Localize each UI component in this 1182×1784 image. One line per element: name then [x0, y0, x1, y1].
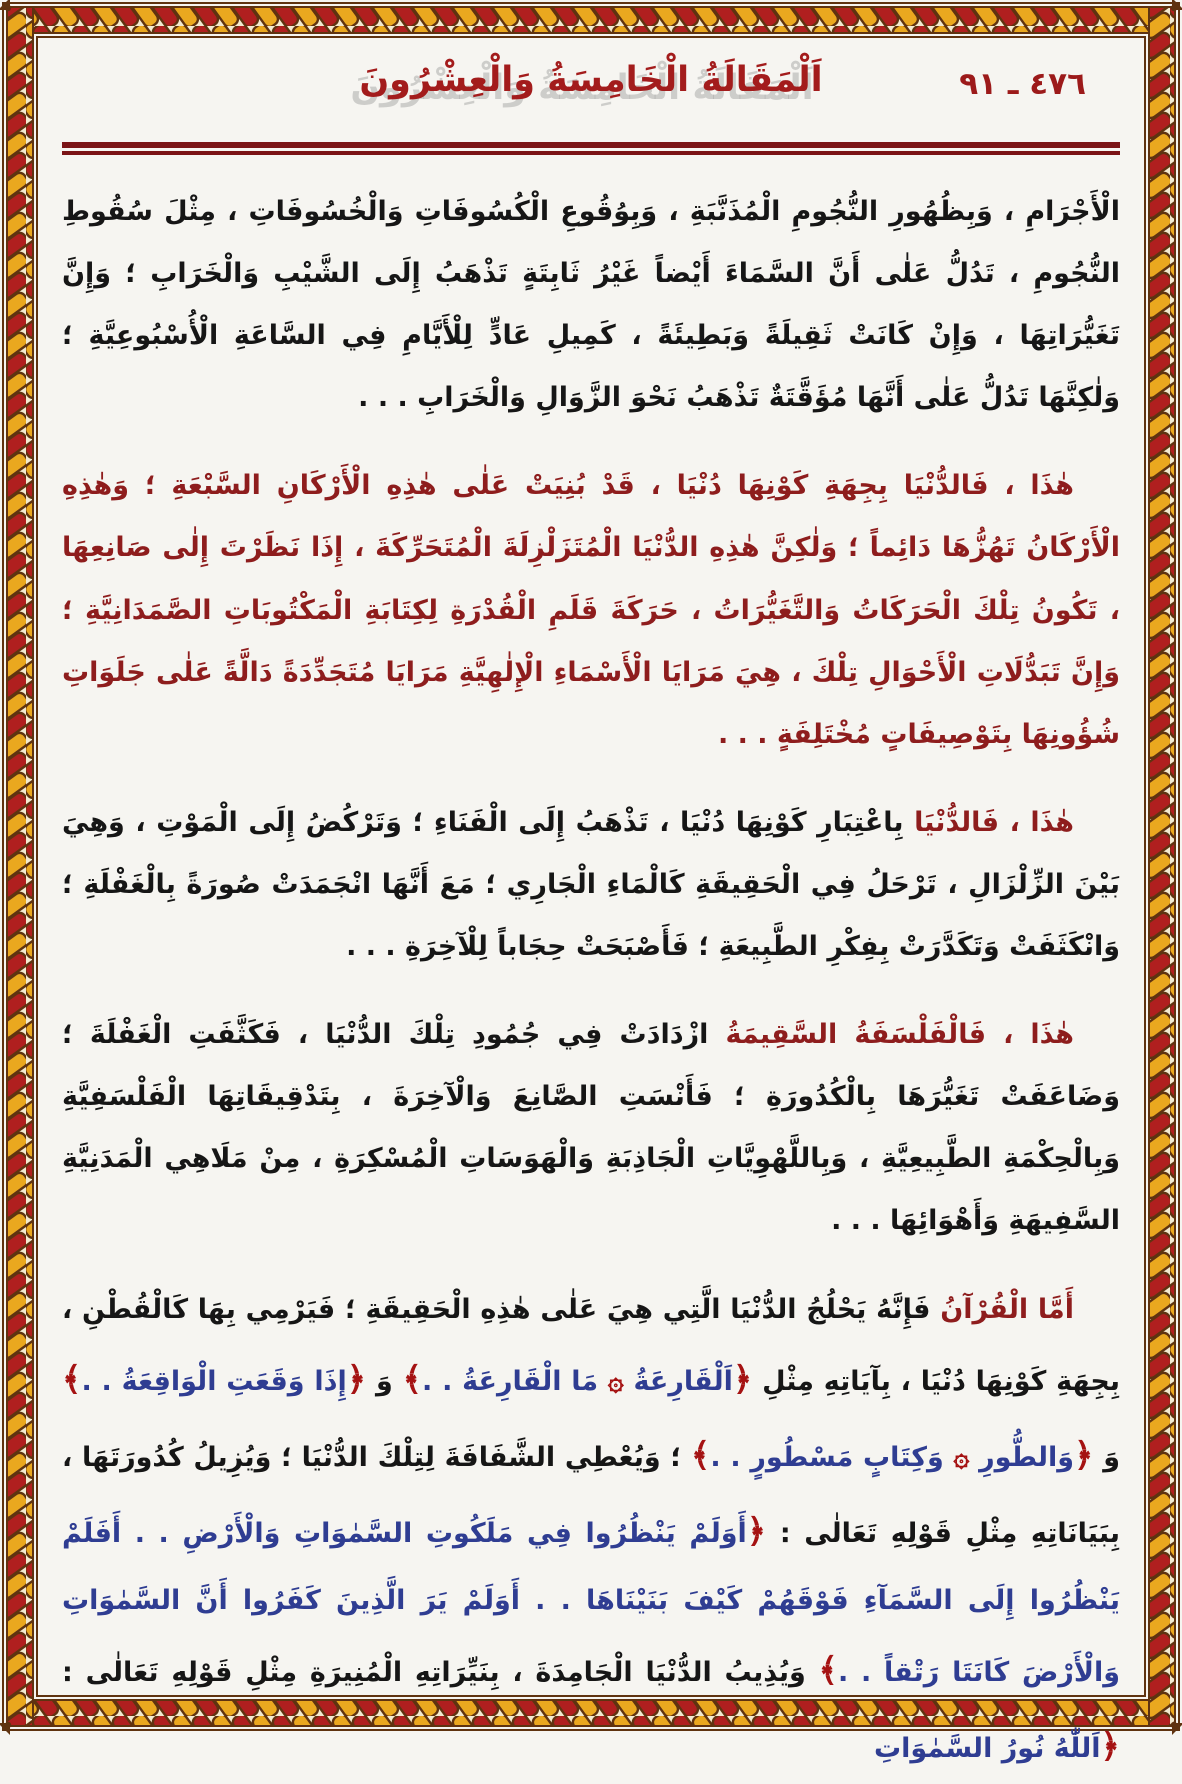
ayah-bracket-icon: ﴿ — [733, 1359, 752, 1398]
ayah-bracket-icon: ﴾ — [819, 1650, 838, 1689]
quran-quote: وَكِتَابٍ مَسْطُورٍ . . — [710, 1442, 953, 1473]
quran-quote: إِذَا وَقَعَتِ الْوَاقِعَةُ . . — [81, 1366, 346, 1397]
text-segment: أَمَّا الْقُرْآنُ — [930, 1294, 1074, 1325]
paragraph — [62, 1004, 1120, 1252]
header-rule — [62, 142, 1120, 155]
text-segment: ازْدَادَتْ فِي جُمُودِ تِلْكَ الدُّنْيَا ، فَكَثَّفَتِ الْغَفْلَةَ ؛ وَضَاعَفَتْ تَغَيُّرَهَا بِالْكُدُورَةِ ؛ فَأَنْسَتِ الصَّانِعَ وَالْآخِرَةَ ، بِتَدْقِيقَاتِهَا الْفَلْسَفِيَّةِ وَبِالْحِكْمَةِ الطَّبِيعِيَّةِ ، وَبِاللَّهْوِيَّاتِ الْجَاذِبَةِ وَالْهَوَسَاتِ الْمُسْكِرَةِ ، مِنْ مَلَاهِي الْمَدَنِيَّةِ السَّفِيهَةِ وَأَهْوَائِهَا . . . — [62, 1019, 1120, 1236]
text-segment: الْأَجْرَامِ ، وَبِظُهُورِ النُّجُومِ الْمُذَنَّبَةِ ، وَبِوُقُوعِ الْكُسُوفَاتِ وَالْخُسُوفَاتِ ، مِثْلَ سُقُوطِ النُّجُومِ ، تَدُلُّ عَلٰى أَنَّ السَّمَاءَ أَيْضاً غَيْرُ ثَابِتَةٍ تَذْهَبُ إِلَى الشَّيْبِ وَالْخَرَابِ ؛ وَإِنَّ تَغَيُّرَاتِهَا ، وَإِنْ كَانَتْ ثَقِيلَةً وَبَطِيئَةً ، كَمِيلِ عَادٍّ لِلْأَيَّامِ فِي السَّاعَةِ الْأُسْبُوعِيَّةِ ؛ وَلٰكِنَّهَا تَدُلُّ عَلٰى أَنَّهَا مُؤَقَّتَةٌ تَذْهَبُ نَحْوَ الزَّوَالِ وَالْخَرَابِ . . . — [62, 196, 1120, 413]
text-segment: ؛ وَيُعْطِي الشَّفَافَةَ لِتِلْكَ الدُّنْيَا ؛ وَيُزِيلُ كُدُورَتَهَا ، بِبَيَانَاتِهِ مِثْلِ قَوْلِهِ تَعَالٰى : — [62, 1442, 1120, 1549]
text-segment: بِاعْتِبَارِ كَوْنِهَا دُنْيَا ، تَذْهَبُ إِلَى الْفَنَاءِ ؛ وَتَرْكُضُ إِلَى الْمَوْتِ ، وَهِيَ بَيْنَ الزِّلْزَالِ ، تَرْحَلُ فِي الْحَقِيقَةِ كَالْمَاءِ الْجَارِي ؛ مَعَ أَنَّهَا انْجَمَدَتْ صُورَةً بِالْغَفْلَةِ ؛ وَانْكَثَفَتْ وَتَكَدَّرَتْ بِفِكْرِ الطَّبِيعَةِ ؛ فَأَصْبَحَتْ حِجَاباً لِلْآخِرَةِ . . . — [62, 807, 1120, 962]
text-segment: هٰذَا ، فَالدُّنْيَا بِجِهَةِ كَوْنِهَا دُنْيَا ، قَدْ بُنِيَتْ عَلٰى هٰذِهِ الْأَرْكَانِ السَّبْعَةِ ؛ وَهٰذِهِ الْأَرْكَانُ تَهُزُّهَا دَائِماً ؛ وَلٰكِنَّ هٰذِهِ الدُّنْيَا الْمُتَزَلْزِلَةَ الْمُتَحَرِّكَةَ ، إِذَا نَظَرْتَ إِلٰى صَانِعِهَا ، تَكُونُ تِلْكَ الْحَرَكَاتُ وَالتَّغَيُّرَاتُ ، حَرَكَةَ قَلَمِ الْقُدْرَةِ لِكِتَابَةِ الْمَكْتُوبَاتِ الصَّمَدَانِيَّةِ ؛ وَإِنَّ تَبَدُّلَاتِ الْأَحْوَالِ تِلْكَ ، هِيَ مَرَايَا الْأَسْمَاءِ الْإِلٰهِيَّةِ مَرَايَا مُتَجَدِّدَةً دَالَّةً عَلٰى جَلَوَاتِ شُؤُونِهَا بِتَوْصِيفَاتٍ مُخْتَلِفَةٍ . . . — [62, 470, 1120, 749]
paragraph — [62, 1279, 1120, 1784]
paragraph — [62, 455, 1120, 765]
text-segment: وَ — [366, 1366, 402, 1397]
rub-el-hizb-icon: ۞ — [954, 1442, 970, 1473]
page-content — [62, 44, 1120, 1689]
paragraph — [62, 181, 1120, 429]
text-segment: هٰذَا ، فَالدُّنْيَا — [904, 807, 1074, 838]
ayah-bracket-icon: ﴿ — [747, 1511, 766, 1550]
ayah-bracket-icon: ﴾ — [403, 1359, 422, 1398]
text-segment: فَإِنَّهُ يَحْلُجُ الدُّنْيَا الَّتِي هِيَ عَلٰى هٰذِهِ الْحَقِيقَةِ ؛ فَيَرْمِي بِهَا كَالْقُطْنِ ، بِجِهَةِ كَوْنِهَا دُنْيَا ، بِآيَاتِهِ مِثْلِ — [62, 1294, 1120, 1397]
ayah-bracket-icon: ﴿ — [1101, 1726, 1120, 1765]
quran-quote: أَوَلَمْ يَنْظُرُوا فِي مَلَكُوتِ السَّمٰوَاتِ وَالْأَرْضِ . . أَفَلَمْ يَنْظُرُوا إِلَى السَّمَآءِ فَوْقَهُمْ كَيْفَ بَنَيْنَاهَا . . أَوَلَمْ يَرَ الَّذِينَ كَفَرُوا أَنَّ السَّمٰوَاتِ وَالْأَرْضَ كَانَتَا رَتْقاً . . — [62, 1518, 1120, 1687]
ayah-bracket-icon: ﴿ — [1074, 1435, 1093, 1474]
quran-quote: اَلْقَارِعَةُ — [624, 1366, 733, 1397]
ayah-bracket-icon: ﴿ — [347, 1359, 366, 1398]
text-segment: هٰذَا ، فَالْفَلْسَفَةُ السَّقِيمَةُ — [708, 1019, 1074, 1050]
page-number: ٤٧٦ ـ ٩١ — [959, 66, 1086, 102]
text-segment: وَ — [1093, 1442, 1120, 1473]
paragraph — [62, 792, 1120, 978]
quran-quote: وَالطُّورِ — [969, 1442, 1074, 1473]
page-header — [62, 44, 1120, 142]
page-title: اَلْمَقَالَةُ الْخَامِسَةُ وَالْعِشْرُونَ — [62, 60, 1120, 100]
quran-quote: اَللّٰهُ نُورُ السَّمٰوَاتِ — [874, 1733, 1100, 1764]
ayah-bracket-icon: ﴾ — [691, 1435, 710, 1474]
rub-el-hizb-icon: ۞ — [608, 1366, 624, 1397]
text-segment: وَيُذِيبُ الدُّنْيَا الْجَامِدَةَ ، بِنَيِّرَاتِهِ الْمُنِيرَةِ مِثْلِ قَوْلِهِ تَعَالٰى : — [62, 1657, 819, 1688]
quran-quote: مَا الْقَارِعَةُ . . — [422, 1366, 608, 1397]
ayah-bracket-icon: ﴾ — [62, 1359, 81, 1398]
body-paragraphs — [62, 181, 1120, 1784]
